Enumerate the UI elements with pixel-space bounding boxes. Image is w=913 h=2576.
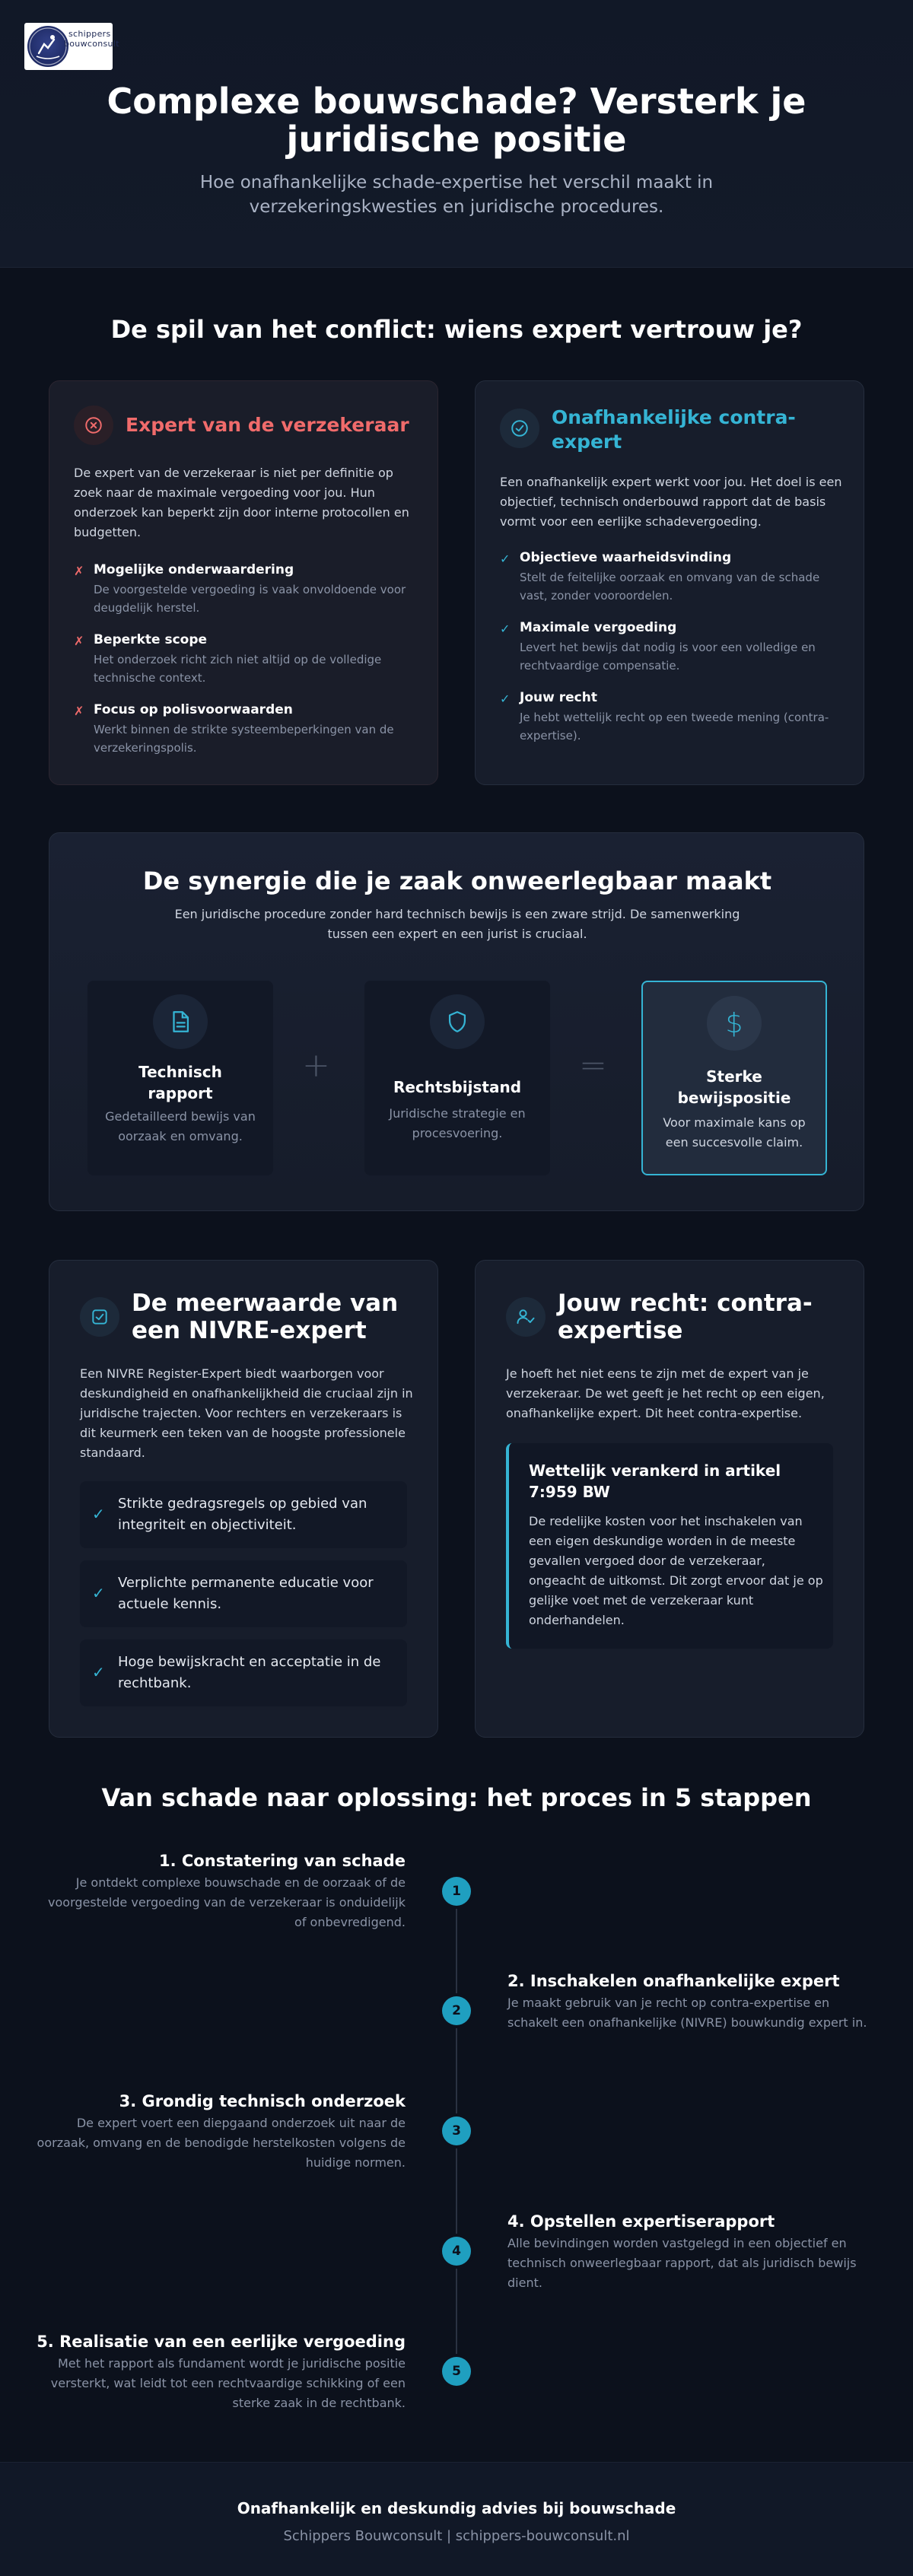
synergy-box-heading: Rechtsbijstand	[393, 1078, 522, 1096]
contra-expertise-card	[475, 1260, 864, 1738]
process-step-3	[37, 2091, 406, 2173]
synergy-title: De synergie die je zaak onweerlegbaar maakt	[142, 867, 772, 895]
law-article-quote	[506, 1443, 833, 1649]
law-article-heading: Wettelijk verankerd in artikel 7:959 BW	[529, 1461, 781, 1501]
cross-icon: ✗	[74, 634, 84, 648]
independent-item-desc: Levert het bewijs dat nodig is voor een volledige en rechtvaardige compensatie.	[520, 641, 816, 673]
document-icon	[153, 994, 208, 1049]
check-icon: ✓	[92, 1584, 105, 1602]
insurer-item-title: Mogelijke onderwaardering	[94, 562, 294, 577]
nivre-card	[49, 1260, 438, 1738]
nivre-check-text: Hoge bewijskracht en acceptatie in de rechtbank.	[118, 1654, 381, 1691]
step-number-badge: 5	[442, 2357, 471, 2386]
independent-item-title: Jouw recht	[520, 690, 597, 705]
step-title: 5. Realisatie van een eerlijke vergoeding	[37, 2333, 406, 2351]
checkbox-icon	[80, 1297, 119, 1337]
nivre-check-text: Verplichte permanente educatie voor actuele kennis.	[118, 1575, 374, 1612]
process-step-1	[37, 1850, 406, 1932]
step-number-badge: 2	[442, 1996, 471, 2025]
independent-expert-intro: Een onafhankelijk expert werkt voor jou. Het doel is een objectief, technisch onderbouwd rapport dat de basis vormt voor een eerlijke schadevergoeding.	[500, 475, 842, 529]
logo-seal	[27, 26, 68, 67]
synergy-box-heading: Technisch rapport	[138, 1063, 222, 1102]
logo-brand-line2: bouwconsult	[64, 39, 119, 49]
synergy-box-desc: Gedetailleerd bewijs van oorzaak en omvang.	[105, 1109, 256, 1143]
nivre-intro: Een NIVRE Register-Expert biedt waarborgen voor deskundigheid en onafhankelijkheid die cruciaal zijn in juridische trajecten. Voor rechters en verzekeraars is dit keurmerk een teken van de hoogste professionele standaard.	[80, 1366, 413, 1460]
synergy-box-desc: Voor maximale kans op een succesvolle claim.	[663, 1115, 806, 1150]
insurer-expert-heading: Expert van de verzekeraar	[126, 414, 409, 436]
nivre-heading: De meerwaarde van een NIVRE-expert	[132, 1290, 399, 1344]
process-step-2	[507, 1970, 876, 2033]
insurer-item-desc: Werkt binnen de strikte systeembeperkingen van de verzekeringspolis.	[94, 723, 394, 755]
contra-expertise-heading: Jouw recht: contra-expertise	[558, 1290, 813, 1344]
step-number-badge: 3	[442, 2116, 471, 2145]
step-number-badge: 4	[442, 2237, 471, 2266]
check-icon: ✓	[500, 552, 511, 566]
synergy-box-legal-aid	[364, 981, 550, 1175]
step-title: 3. Grondig technisch onderzoek	[119, 2092, 406, 2110]
synergy-box-desc: Juridische strategie en procesvoering.	[389, 1106, 526, 1140]
hero-section	[0, 0, 913, 268]
dollar-icon: $	[707, 996, 762, 1051]
check-icon: ✓	[500, 622, 511, 636]
nivre-check-item	[80, 1639, 407, 1706]
step-title: 2. Inschakelen onafhankelijke expert	[507, 1972, 840, 1990]
insurer-expert-intro: De expert van de verzekeraar is niet per definitie op zoek naar de maximale vergoeding voor jou. Hun onderzoek kan beperkt zijn door interne protocollen en budgetten.	[74, 466, 409, 539]
plus-sign: +	[302, 1046, 330, 1085]
conflict-title: De spil van het conflict: wiens expert vertrouw je?	[110, 315, 803, 344]
independent-item-desc: Je hebt wettelijk recht op een tweede mening (contra-expertise).	[520, 711, 829, 743]
x-circle-icon	[74, 405, 113, 445]
nivre-check-text: Strikte gedragsregels op gebied van integriteit en objectiviteit.	[118, 1496, 367, 1533]
step-desc: Je maakt gebruik van je recht op contra-expertise en schakelt een onafhankelijke (NIVRE) bouwkundig expert in.	[507, 1996, 867, 2030]
step-number-badge: 1	[442, 1877, 471, 1906]
check-icon: ✓	[500, 692, 511, 706]
nivre-check-item	[80, 1560, 407, 1627]
insurer-item-desc: Het onderzoek richt zich niet altijd op de volledige technische context.	[94, 653, 382, 685]
insurer-expert-card	[49, 380, 438, 785]
synergy-box-heading: Sterke bewijspositie	[677, 1067, 791, 1107]
check-icon: ✓	[92, 1505, 105, 1523]
user-check-icon	[506, 1297, 546, 1337]
step-title: 4. Opstellen expertiserapport	[507, 2212, 775, 2231]
shield-icon	[430, 994, 485, 1049]
footer-company-link[interactable]: Schippers Bouwconsult | schippers-bouwconsult.nl	[283, 2528, 630, 2544]
cross-icon: ✗	[74, 564, 84, 578]
process-title: Van schade naar oplossing: het proces in 5 stappen	[101, 1783, 812, 1812]
independent-item-desc: Stelt de feitelijke oorzaak en omvang van de schade vast, zonder vooroordelen.	[520, 571, 820, 603]
contra-expertise-intro: Je hoeft het niet eens te zijn met de expert van je verzekeraar. De wet geeft je het recht op een eigen, onafhankelijke expert. Dit heet contra-expertise.	[506, 1366, 825, 1420]
page-subtitle: Hoe onafhankelijke schade-expertise het verschil maakt in verzekeringskwesties en juridische procedures.	[199, 173, 714, 217]
independent-expert-card	[475, 380, 864, 785]
step-desc: Alle bevindingen worden vastgelegd in een objectief en technisch onweerlegbaar rapport, dat als juridisch bewijs dient.	[507, 2236, 857, 2290]
insurer-item-title: Focus op polisvoorwaarden	[94, 702, 293, 717]
law-article-text: De redelijke kosten voor het inschakelen van een eigen deskundige worden in de meeste gevallen vergoed door de verzekeraar, ongeacht de uitkomst. Dit zorgt ervoor dat je op gelijke voet met de verzekeraar kunt onderhandelen.	[529, 1514, 823, 1627]
equals-sign: =	[579, 1046, 607, 1085]
footer-tagline: Onafhankelijk en deskundig advies bij bouwschade	[237, 2499, 676, 2517]
check-icon: ✓	[92, 1663, 105, 1681]
synergy-box-technical-report	[87, 981, 273, 1175]
step-desc: De expert voert een diepgaand onderzoek uit naar de oorzaak, omvang en de benodigde herstelkosten volgens de huidige normen.	[37, 2116, 406, 2170]
logo-brand-line1: schippers	[68, 29, 111, 39]
independent-item-title: Objectieve waarheidsvinding	[520, 550, 732, 565]
process-step-5	[37, 2331, 406, 2413]
insurer-item-desc: De voorgestelde vergoeding is vaak onvoldoende voor deugdelijk herstel.	[94, 583, 406, 615]
cross-icon: ✗	[74, 704, 84, 718]
check-circle-icon	[500, 409, 539, 448]
insurer-item-title: Beperkte scope	[94, 632, 208, 647]
synergy-intro: Een juridische procedure zonder hard technisch bewijs is een zware strijd. De samenwerking tussen een expert en een jurist is cruciaal.	[174, 907, 740, 941]
synergy-section	[49, 832, 864, 1211]
nivre-check-item	[80, 1481, 407, 1548]
process-step-4	[507, 2211, 876, 2293]
footer	[0, 2462, 913, 2576]
step-title: 1. Constatering van schade	[159, 1852, 406, 1870]
independent-expert-heading: Onafhankelijke contra-expert	[552, 406, 796, 453]
company-logo[interactable]	[24, 23, 119, 70]
synergy-box-strong-evidence	[641, 981, 827, 1175]
independent-item-title: Maximale vergoeding	[520, 620, 677, 635]
page-title: Complexe bouwschade? Versterk je juridische positie	[107, 81, 806, 160]
step-desc: Met het rapport als fundament wordt je juridische positie versterkt, wat leidt tot een rechtvaardige schikking of een sterke zaak in de rechtbank.	[50, 2356, 406, 2410]
step-desc: Je ontdekt complexe bouwschade en de oorzaak of de voorgestelde vergoeding van de verzekeraar is onduidelijk of onbevredigend.	[48, 1875, 406, 1929]
